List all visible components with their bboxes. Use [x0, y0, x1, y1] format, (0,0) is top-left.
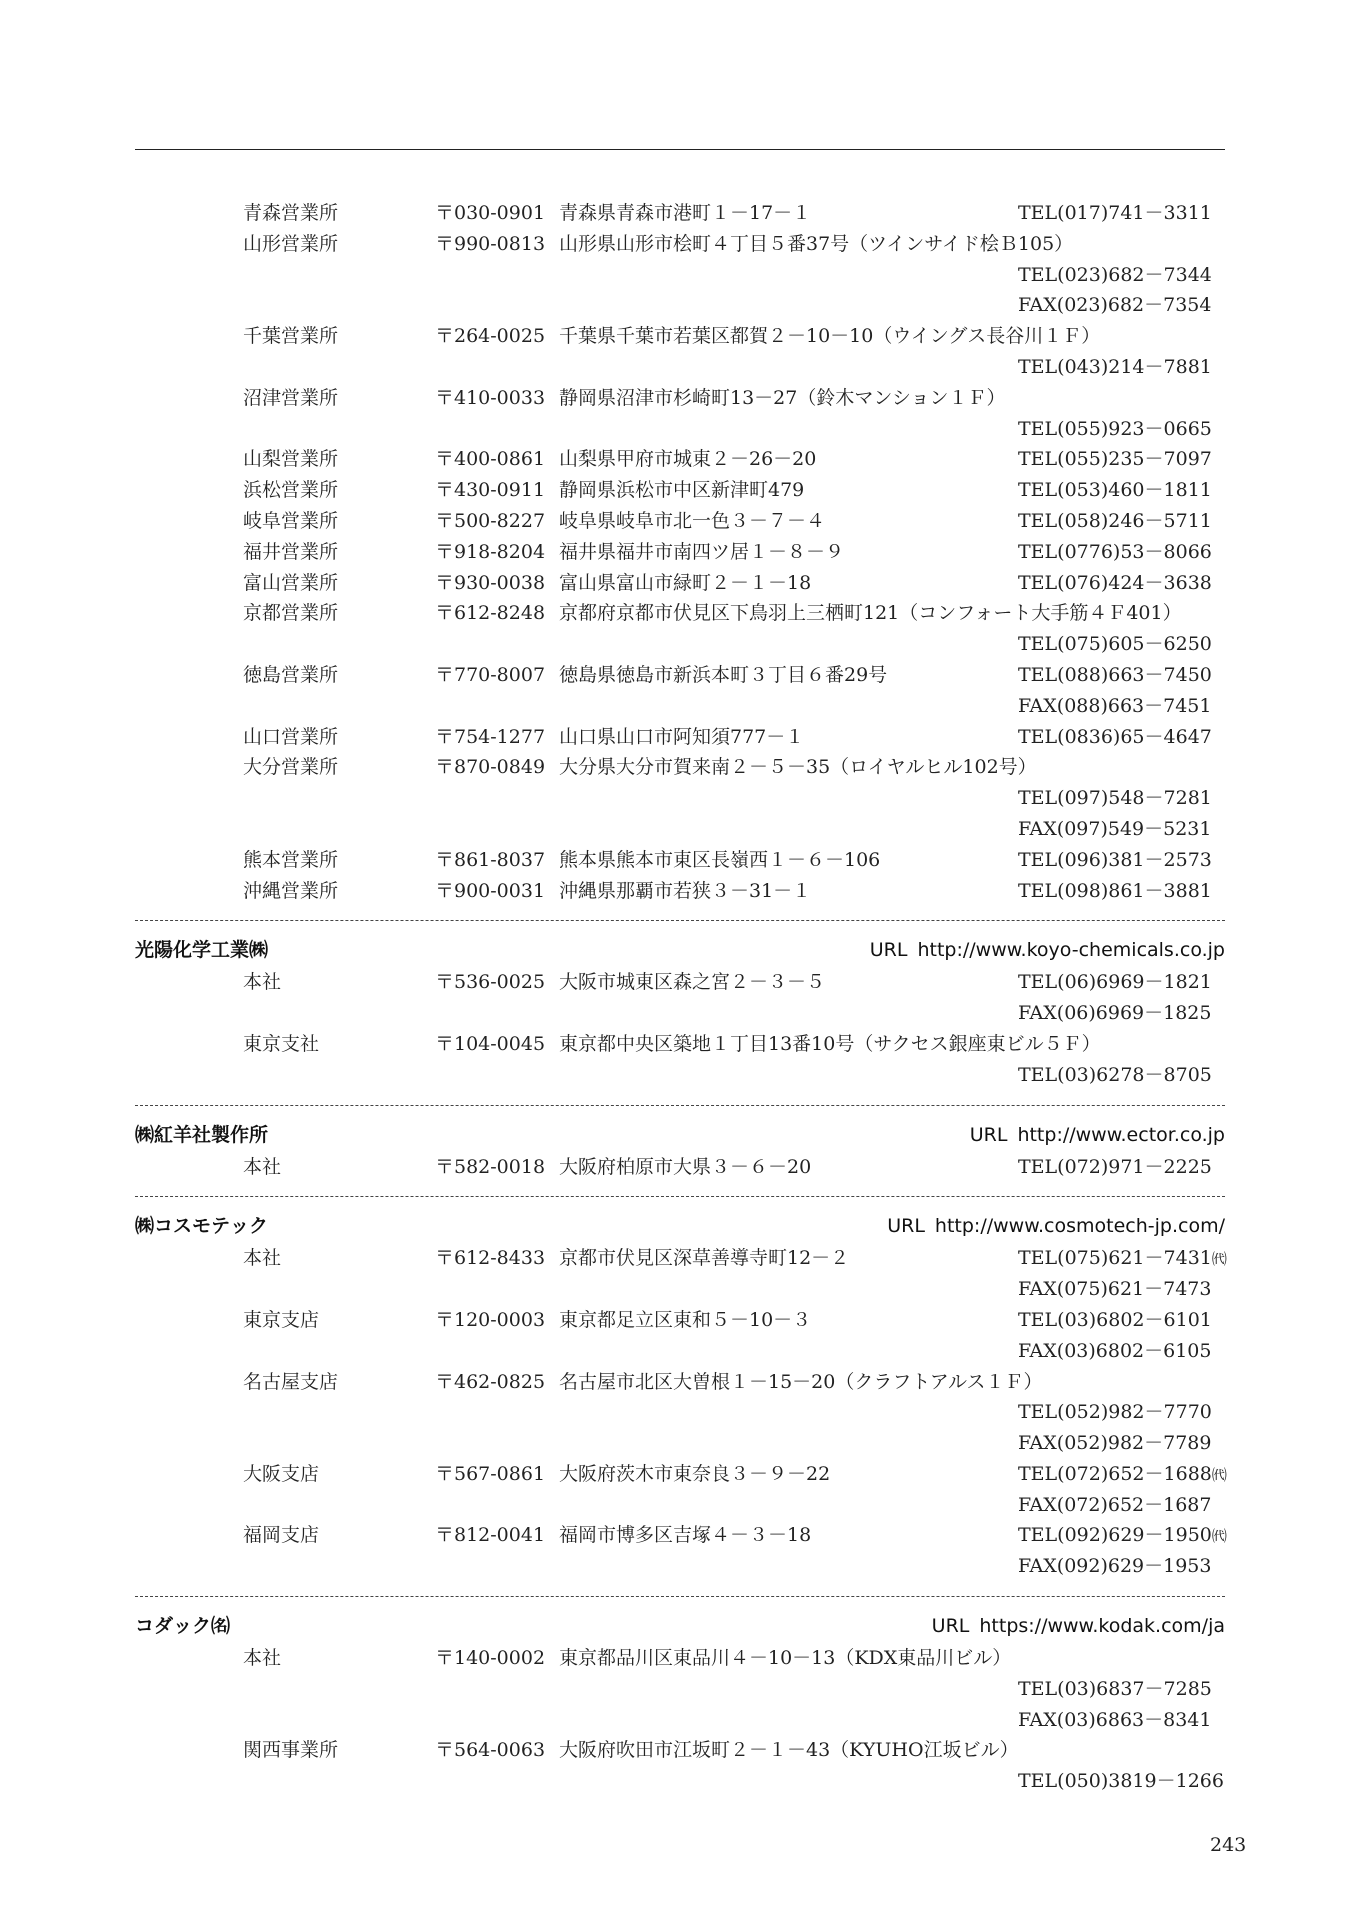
postal-code-text: 〒462-0825: [435, 1370, 546, 1393]
postal-code-text: 〒410-0033: [435, 386, 546, 409]
section-divider: [135, 1105, 1225, 1106]
listing-row: [135, 1520, 1225, 1551]
office-name: [243, 321, 338, 352]
listing-row: [135, 1367, 1225, 1398]
postal-code-text: 〒564-0063: [435, 1739, 546, 1762]
postal-code: [435, 1520, 545, 1551]
phone-number-text: TEL(092)629－1950: [1018, 1524, 1212, 1547]
phone-number-text: TEL(023)682－7344: [1018, 263, 1212, 286]
office-name-text: 本社: [243, 971, 282, 994]
phone-number: [1018, 1060, 1212, 1091]
address-text: 東京都中央区築地１丁目13番10号（サクセス銀座東ビル５Ｆ）: [559, 1032, 1101, 1055]
listing-row: [135, 1060, 1225, 1091]
postal-code-text: 〒812-0041: [435, 1524, 546, 1547]
postal-code: [435, 506, 545, 537]
phone-number: [1018, 1551, 1212, 1582]
listing-row: [135, 475, 1225, 506]
address-text: 青森県青森市港町１－17－１: [559, 202, 812, 224]
listing-row: [135, 290, 1225, 321]
address: [559, 537, 844, 568]
address-text: 大阪府吹田市江坂町２－１－43（KYUHO江坂ビル）: [559, 1739, 1019, 1762]
postal-code-text: 〒770-8007: [435, 663, 546, 686]
address-text: 山形県山形市桧町４丁目５番37号（ツインサイド桧Ｂ105）: [559, 232, 1074, 255]
listing-row: [135, 876, 1225, 907]
page-number: 243: [1210, 1834, 1247, 1856]
postal-code: [435, 1735, 545, 1766]
address-text: 東京都足立区東和５－10－３: [559, 1308, 812, 1331]
postal-code: [435, 1243, 545, 1274]
office-name-text: 富山営業所: [243, 571, 339, 594]
postal-code: [435, 1029, 545, 1060]
postal-code-text: 〒030-0901: [435, 202, 546, 224]
section-divider: [135, 920, 1225, 921]
office-name: [243, 752, 338, 783]
url-label: URL: [869, 939, 908, 962]
postal-code-text: 〒612-8248: [435, 602, 546, 625]
listing-row: [135, 383, 1225, 414]
postal-code-text: 〒500-8227: [435, 509, 546, 532]
listing-row: [135, 598, 1225, 629]
section-divider: [135, 1596, 1225, 1597]
office-name: [243, 506, 338, 537]
address: [559, 506, 825, 537]
office-name-text: 東京支社: [243, 1032, 320, 1055]
listing-row: [135, 998, 1225, 1029]
office-name: [243, 845, 338, 876]
phone-number-text: FAX(052)982－7789: [1018, 1432, 1212, 1455]
phone-number: [1018, 1336, 1212, 1367]
phone-number-text: TEL(075)621－7431: [1018, 1247, 1212, 1270]
address-text: 大阪府柏原市大県３－６－20: [559, 1155, 812, 1178]
listing-row: [135, 1274, 1225, 1305]
phone-number: [1018, 691, 1212, 722]
phone-number-text: FAX(072)652－1687: [1018, 1493, 1212, 1516]
listing-row: [135, 1674, 1225, 1705]
office-name: [243, 722, 338, 753]
office-name: [243, 568, 338, 599]
office-name: [243, 198, 338, 229]
phone-number-text: TEL(075)605－6250: [1018, 633, 1212, 656]
office-name: [243, 876, 338, 907]
listing-row: [135, 260, 1225, 291]
office-name: [243, 475, 338, 506]
phone-number: [1018, 1705, 1212, 1736]
url-link[interactable]: http://www.ector.co.jp: [1017, 1123, 1225, 1146]
office-name-text: 浜松営業所: [243, 479, 339, 502]
address: [559, 1305, 811, 1336]
address: [559, 475, 804, 506]
address-text: 福井県福井市南四ツ居１－８－９: [559, 540, 845, 563]
office-name-text: 本社: [243, 1247, 282, 1270]
office-name: [243, 1643, 281, 1674]
phone-number: [1018, 260, 1212, 291]
listing-row: [135, 691, 1225, 722]
postal-code: [435, 1305, 545, 1336]
postal-code: [435, 1152, 545, 1183]
postal-code-text: 〒930-0038: [435, 571, 546, 594]
office-name-text: 沖縄営業所: [243, 879, 339, 902]
url-link[interactable]: https://www.kodak.com/ja: [979, 1615, 1225, 1638]
office-name-text: 福岡支店: [243, 1524, 320, 1547]
postal-code: [435, 752, 545, 783]
office-name-text: 山形営業所: [243, 232, 339, 255]
address: [559, 1367, 1042, 1398]
phone-number: [1018, 1674, 1212, 1705]
address-text: 東京都品川区東品川４－10－13（KDX東品川ビル）: [559, 1647, 1012, 1670]
phone-number-text: FAX(088)663－7451: [1018, 694, 1212, 717]
postal-code-text: 〒430-0911: [435, 479, 546, 502]
listing-row: [135, 967, 1225, 998]
phone-number: [1018, 1305, 1212, 1336]
company-header: [135, 1118, 1225, 1152]
phone-number-text: TEL(03)6802－6101: [1018, 1308, 1212, 1331]
phone-number: [1018, 876, 1212, 907]
office-name: [243, 1305, 319, 1336]
url-label: URL: [931, 1615, 970, 1638]
office-name: [243, 1735, 338, 1766]
postal-code-text: 〒104-0045: [435, 1032, 546, 1055]
postal-code-text: 〒140-0002: [435, 1647, 546, 1670]
listing-row: [135, 814, 1225, 845]
listing-row: [135, 1029, 1225, 1060]
address: [559, 1243, 849, 1274]
office-name-text: 本社: [243, 1647, 282, 1670]
phone-number-text: TEL(03)6278－8705: [1018, 1063, 1212, 1086]
address: [559, 444, 816, 475]
phone-number: [1018, 198, 1212, 229]
office-name-text: 千葉営業所: [243, 325, 339, 348]
phone-number-text: TEL(088)663－7450: [1018, 663, 1212, 686]
postal-code-text: 〒536-0025: [435, 971, 546, 994]
company-name: 光陽化学工業㈱: [135, 939, 269, 962]
listing-row: [135, 1705, 1225, 1736]
postal-code-text: 〒900-0031: [435, 879, 546, 902]
phone-number: [1018, 722, 1212, 753]
address-text: 大阪府茨木市東奈良３－９－22: [559, 1462, 831, 1485]
url-link[interactable]: http://www.cosmotech-jp.com/: [934, 1215, 1225, 1238]
listing-row: [135, 444, 1225, 475]
phone-number: [1018, 1428, 1212, 1459]
listing-row: [135, 722, 1225, 753]
address-text: 静岡県浜松市中区新津町479: [559, 479, 805, 502]
office-name-text: 山口営業所: [243, 725, 339, 748]
company-name: ㈱紅羊社製作所: [135, 1123, 269, 1146]
phone-number-text: TEL(06)6969－1821: [1018, 971, 1212, 994]
url-label: URL: [969, 1123, 1008, 1146]
phone-number: [1018, 444, 1212, 475]
top-rule: [135, 149, 1225, 150]
listing-row: [135, 660, 1225, 691]
listing-row: [135, 783, 1225, 814]
phone-number: [1018, 1459, 1227, 1491]
phone-number: [1018, 1152, 1212, 1183]
postal-code: [435, 660, 545, 691]
office-name: [243, 660, 338, 691]
postal-code-text: 〒582-0018: [435, 1155, 546, 1178]
address: [559, 1643, 1011, 1674]
office-name-text: 熊本営業所: [243, 848, 339, 871]
postal-code: [435, 876, 545, 907]
postal-code-text: 〒861-8037: [435, 848, 546, 871]
company-name: ㈱コスモテック: [135, 1215, 269, 1238]
phone-number-text: FAX(03)6863－8341: [1018, 1708, 1212, 1731]
phone-number-text: TEL(052)982－7770: [1018, 1401, 1212, 1424]
company-url: [932, 1609, 1225, 1643]
company-header: [135, 1609, 1225, 1643]
address: [559, 1735, 1019, 1766]
office-name: [243, 967, 281, 998]
address-text: 富山県富山市緑町２－１－18: [559, 571, 812, 594]
company-name: コダック㈴: [135, 1615, 231, 1638]
address-text: 静岡県沼津市杉崎町13－27（鈴木マンション１Ｆ）: [559, 386, 1006, 409]
phone-number: [1018, 352, 1212, 383]
office-name-text: 山梨営業所: [243, 448, 339, 471]
address: [559, 321, 1100, 352]
company-url: [970, 1118, 1225, 1152]
listing-row: [135, 1305, 1225, 1336]
postal-code-text: 〒918-8204: [435, 540, 546, 563]
url-link[interactable]: http://www.koyo-chemicals.co.jp: [917, 939, 1225, 962]
postal-code: [435, 444, 545, 475]
phone-number-text: FAX(03)6802－6105: [1018, 1339, 1212, 1362]
office-name: [243, 1520, 319, 1551]
listing-row: [135, 1336, 1225, 1367]
office-name: [243, 1367, 338, 1398]
phone-number: [1018, 967, 1212, 998]
phone-number: [1018, 1397, 1212, 1428]
listing-row: [135, 568, 1225, 599]
office-name: [243, 444, 338, 475]
listing-row: [135, 1459, 1225, 1490]
postal-code: [435, 321, 545, 352]
address: [559, 722, 804, 753]
address-text: 大分県大分市賀来南２－５－35（ロイヤルヒル102号）: [559, 756, 1037, 779]
postal-code: [435, 598, 545, 629]
address: [559, 967, 825, 998]
listing-row: [135, 845, 1225, 876]
phone-number-text: TEL(098)861－3881: [1018, 879, 1212, 902]
listing-row: [135, 1397, 1225, 1428]
phone-number: [1018, 1766, 1224, 1797]
listing-row: [135, 198, 1225, 229]
address-text: 岐阜県岐阜市北一色３－７－４: [559, 509, 826, 532]
postal-code: [435, 722, 545, 753]
phone-suffix: ㈹: [1211, 1465, 1227, 1484]
listing-row: [135, 537, 1225, 568]
phone-number: [1018, 290, 1212, 321]
listing-row: [135, 1643, 1225, 1674]
address-text: 熊本県熊本市東区長嶺西１－６－106: [559, 848, 881, 871]
listing-row: [135, 1490, 1225, 1521]
postal-code-text: 〒754-1277: [435, 725, 546, 748]
address: [559, 198, 811, 229]
office-name: [243, 1243, 281, 1274]
postal-code-text: 〒120-0003: [435, 1308, 546, 1331]
phone-number-text: TEL(0776)53－8066: [1018, 540, 1212, 563]
address: [559, 752, 1037, 783]
phone-number-text: TEL(055)923－0665: [1018, 417, 1212, 440]
office-name-text: 徳島営業所: [243, 663, 339, 686]
phone-number: [1018, 814, 1212, 845]
office-name-text: 大分営業所: [243, 756, 339, 779]
postal-code: [435, 229, 545, 260]
office-name: [243, 537, 338, 568]
phone-number: [1018, 783, 1212, 814]
phone-suffix: ㈹: [1211, 1527, 1227, 1546]
phone-number-text: TEL(058)246－5711: [1018, 509, 1212, 532]
listing-row: [135, 506, 1225, 537]
section-divider: [135, 1196, 1225, 1197]
address: [559, 1029, 1101, 1060]
address-text: 福岡市博多区吉塚４－３－18: [559, 1524, 812, 1547]
office-name-text: 青森営業所: [243, 202, 339, 224]
company-header: [135, 1209, 1225, 1243]
office-name-text: 東京支店: [243, 1308, 320, 1331]
listing-row: [135, 352, 1225, 383]
address-text: 徳島県徳島市新浜本町３丁目６番29号: [559, 663, 888, 686]
office-name-text: 本社: [243, 1155, 282, 1178]
postal-code: [435, 1367, 545, 1398]
office-name: [243, 1029, 319, 1060]
address: [559, 1152, 811, 1183]
office-name-text: 京都営業所: [243, 602, 339, 625]
phone-number-text: TEL(017)741－3311: [1018, 202, 1212, 224]
address: [559, 598, 1182, 629]
directory-listing: [135, 198, 1225, 1797]
postal-code-text: 〒612-8433: [435, 1247, 546, 1270]
address: [559, 568, 811, 599]
listing-row: [135, 1152, 1225, 1183]
postal-code: [435, 537, 545, 568]
listing-row: [135, 752, 1225, 783]
company-url: [870, 933, 1225, 967]
phone-number-text: FAX(097)549－5231: [1018, 817, 1212, 840]
postal-code: [435, 198, 545, 229]
postal-code: [435, 568, 545, 599]
address-text: 千葉県千葉市若葉区都賀２－10－10（ウイングス長谷川１Ｆ）: [559, 325, 1101, 348]
address-text: 大阪市城東区森之宮２－３－５: [559, 971, 826, 994]
phone-number: [1018, 1490, 1212, 1521]
company-header: [135, 933, 1225, 967]
address: [559, 383, 1006, 414]
office-name-text: 沼津営業所: [243, 386, 339, 409]
office-name: [243, 383, 338, 414]
phone-number: [1018, 1274, 1212, 1305]
phone-number: [1018, 845, 1212, 876]
address: [559, 876, 811, 907]
office-name-text: 名古屋支店: [243, 1370, 339, 1393]
company-url: [887, 1209, 1225, 1243]
phone-number-text: TEL(072)971－2225: [1018, 1155, 1212, 1178]
phone-number-text: FAX(092)629－1953: [1018, 1555, 1212, 1578]
office-name: [243, 229, 338, 260]
listing-row: [135, 414, 1225, 445]
address: [559, 660, 887, 691]
postal-code: [435, 845, 545, 876]
phone-number: [1018, 414, 1212, 445]
phone-number: [1018, 660, 1212, 691]
phone-number: [1018, 629, 1212, 660]
office-name-text: 大阪支店: [243, 1462, 320, 1485]
office-name-text: 福井営業所: [243, 540, 339, 563]
postal-code-text: 〒567-0861: [435, 1462, 546, 1485]
address: [559, 229, 1073, 260]
address-text: 山口県山口市阿知須777－１: [559, 725, 805, 748]
phone-number: [1018, 537, 1212, 568]
phone-number-text: TEL(096)381－2573: [1018, 848, 1212, 871]
phone-number-text: TEL(097)548－7281: [1018, 787, 1212, 810]
listing-row: [135, 1735, 1225, 1766]
postal-code: [435, 1459, 545, 1490]
phone-number: [1018, 568, 1212, 599]
address-text: 沖縄県那覇市若狭３－31－１: [559, 879, 812, 902]
phone-number: [1018, 1243, 1227, 1275]
phone-number-text: TEL(072)652－1688: [1018, 1462, 1212, 1485]
listing-row: [135, 321, 1225, 352]
phone-number: [1018, 506, 1212, 537]
listing-row: [135, 629, 1225, 660]
address: [559, 1459, 830, 1490]
phone-number-text: FAX(023)682－7354: [1018, 294, 1212, 317]
postal-code: [435, 967, 545, 998]
address: [559, 845, 880, 876]
phone-number-text: TEL(050)3819－1266: [1018, 1770, 1224, 1793]
phone-number: [1018, 1520, 1227, 1552]
phone-number: [1018, 998, 1212, 1029]
address: [559, 1520, 811, 1551]
office-name-text: 関西事業所: [243, 1739, 339, 1762]
postal-code: [435, 383, 545, 414]
listing-row: [135, 229, 1225, 260]
phone-number: [1018, 475, 1212, 506]
phone-number-text: FAX(075)621－7473: [1018, 1278, 1212, 1301]
postal-code-text: 〒990-0813: [435, 232, 546, 255]
phone-number-text: TEL(053)460－1811: [1018, 479, 1212, 502]
listing-row: [135, 1243, 1225, 1274]
office-name-text: 岐阜営業所: [243, 509, 339, 532]
listing-row: [135, 1766, 1225, 1797]
phone-number-text: TEL(076)424－3638: [1018, 571, 1212, 594]
phone-number-text: TEL(0836)65－4647: [1018, 725, 1212, 748]
postal-code-text: 〒400-0861: [435, 448, 546, 471]
postal-code: [435, 1643, 545, 1674]
phone-number-text: TEL(043)214－7881: [1018, 355, 1212, 378]
phone-number-text: FAX(06)6969－1825: [1018, 1002, 1212, 1025]
postal-code: [435, 475, 545, 506]
listing-row: [135, 1428, 1225, 1459]
address-text: 京都市伏見区深草善導寺町12－２: [559, 1247, 850, 1270]
url-label: URL: [887, 1215, 925, 1238]
address-text: 山梨県甲府市城東２－26－20: [559, 448, 817, 471]
office-name: [243, 1459, 319, 1490]
address-text: 名古屋市北区大曽根１－15－20（クラフトアルス１Ｆ）: [559, 1370, 1043, 1393]
listing-row: [135, 1551, 1225, 1582]
office-name: [243, 1152, 281, 1183]
office-name: [243, 598, 338, 629]
phone-number-text: TEL(055)235－7097: [1018, 448, 1212, 471]
postal-code-text: 〒264-0025: [435, 325, 546, 348]
postal-code-text: 〒870-0849: [435, 756, 546, 779]
address-text: 京都府京都市伏見区下鳥羽上三栖町121（コンフォート大手筋４Ｆ401）: [559, 602, 1182, 625]
phone-number-text: TEL(03)6837－7285: [1018, 1677, 1212, 1700]
phone-suffix: ㈹: [1211, 1250, 1227, 1269]
